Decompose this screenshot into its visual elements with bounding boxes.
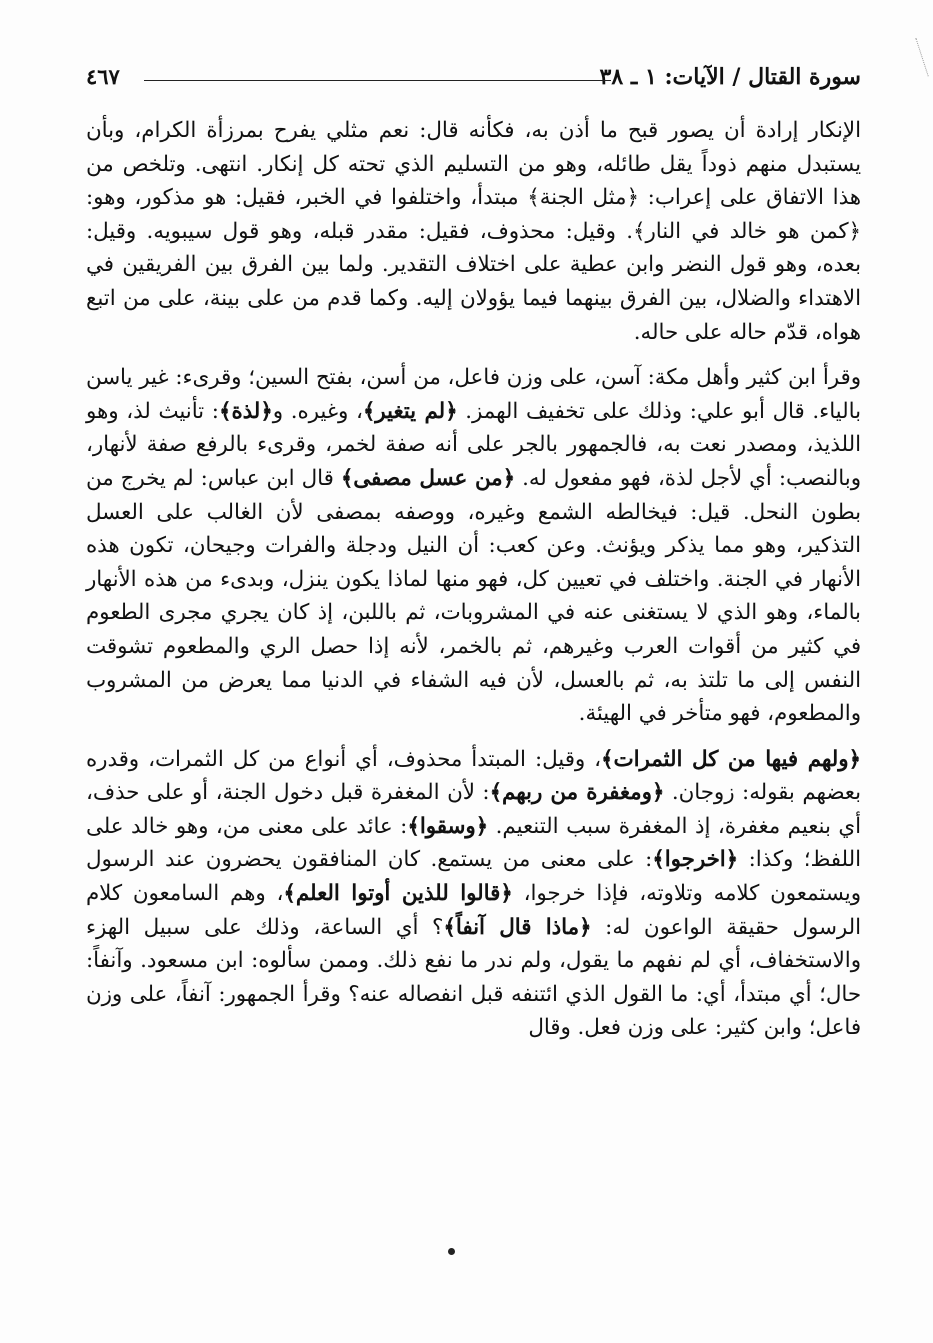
paragraph-2 (86, 361, 861, 731)
paragraph-3 (86, 743, 861, 1045)
paragraph-1 (86, 114, 861, 349)
text-segment: قال ابن عباس: لم يخرج من بطون النحل. قيل: فيخالطه الشمع وغيره، ووصفه بمصفى لأن الغالب على العسل التذكير، وهو مما يذكر ويؤنث. وعن كعب: أن النيل ودجلة والفرات وجيحان، تكون هذه الأنهار في الجنة. واختلف في تعيين كل، فهو منها لماذا يكون ينزل، وبدىء من هذه الأنهار بالماء، وهو الذي لا يستغنى عنه في المشروبات، ثم باللبن، إذ كان يجري مجرى الطعوم في كثير من أقوات العرب وغيرهم، ثم بالخمر، لأنه إذا حصل الري والمطعوم تشوقت النفس إلى ما تلتذ به، ثم بالعسل، لأن فيه الشفاء في الدنيا مما يعرض من المشروب والمطعوم، فهو متأخر في الهيئة. (86, 465, 861, 727)
text-segment: ، وقيل: المبتدأ محذوف، أي أنواع من كل الثمرات، وقدره بعضهم بقوله: زوجان. (86, 746, 861, 806)
quran-quote: ﴿كمن هو خالد في النار﴾ (632, 218, 861, 244)
quran-quote: ﴿مثل الجنة﴾ (527, 185, 639, 211)
quran-quote: ﴿قالوا للذين أوتوا العلم﴾ (283, 881, 513, 907)
quran-quote: ﴿ومغفرة من ربهم﴾ (489, 780, 665, 806)
page-dot (448, 1248, 455, 1255)
quran-quote: ﴿من عسل مصفى﴾ (340, 465, 516, 491)
body-text (86, 114, 861, 1045)
quran-quote: ﴿لذة﴾ (218, 398, 273, 424)
quran-quote: ﴿اخرجوا﴾ (652, 847, 739, 873)
running-header-title: سورة القتال / الآيات: ١ ـ ٣٨ (599, 64, 861, 90)
text-segment: : على معنى من يستمع. كان المنافقون يحضرون عند الرسول ويستمعون كلامه وتلاوته، فإذا خرجوا، (86, 847, 861, 907)
quran-quote: ﴿لم يتغير﴾ (362, 398, 458, 424)
page-number: ٤٦٧ (86, 64, 120, 89)
text-segment: : لأن المغفرة قبل دخول الجنة، أو على حذف، أي بنعيم مغفرة، إذ المغفرة سبب التنعيم. (86, 780, 861, 839)
quran-quote: ﴿وسقوا﴾ (407, 813, 489, 839)
quran-quote: ﴿ماذا قال آنفاً﴾ (443, 914, 592, 940)
text-segment: ، وهم السامعون كلام الرسول حقيقة الواعون له: (86, 881, 861, 940)
text-segment: الإنكار إرادة أن يصور قبح ما أذن به، فكأنه قال: نعم مثلي يفرح بمرزأة الكرام، وبأن يستبدل منهم ذوداً يقل طائله، وهو من التسليم الذي تحته كل إنكار. انتهى. وتلخص من هذا الاتفاق على إعراب: (86, 118, 861, 211)
running-header (86, 58, 861, 98)
text-segment: وقرأ ابن كثير وأهل مكة: آسن، على وزن فاعل، من أسن، بفتح السين؛ وقرىء: غير ياسن بالياء. قال أبو علي: وذلك على تخفيف الهمز. (86, 365, 862, 424)
text-segment: مبتدأ، واختلفوا في الخبر، فقيل: هو مذكور، وهو: (86, 185, 528, 211)
text-segment: : تأنيث لذ، وهو اللذيذ، ومصدر نعت به، فالجمهور بالجر على أنه صفة لخمر، وقرىء بالرفع صفة لأنهار، وبالنصب: أي لأجل لذة، فهو مفعول له. (86, 398, 862, 491)
header-rule (144, 80, 611, 81)
text-segment: ، وغيره. و (272, 398, 363, 424)
scan-margin-mark (898, 38, 928, 82)
text-segment: . وقيل: محذوف، فقيل: مقدر قبله، وهو قول سيبويه. وقيل: بعده، وهو قول النضر وابن عطية على اختلاف التقدير. ولما بين الفرق بين الفريقين في الاهتداء والضلال، بين الفرق بينهما فيما يؤولان إليه. وكما قدم من على بينة، على من اتبع هواه، قدّم حاله على حاله. (86, 218, 861, 345)
text-segment: : عائد على معنى من، وهو خالد على اللفظ؛ وكذا: (86, 813, 861, 873)
text-segment: ؟ أي الساعة، وذلك على سبيل الهزء والاستخفاف، أي لم نفهم ما يقول، ولم ندر ما نفع ذلك. وممن سألوه: ابن مسعود. وآنفاً: حال؛ أي مبتدأ، أي: ما القول الذي ائتنفه قبل انفصاله عنه؟ وقرأ الجمهور: آنفاً، على وزن فاعل؛ وابن كثير: على وزن فعل. وقال (86, 914, 861, 1041)
quran-quote: ﴿ولهم فيها من كل الثمرات﴾ (601, 746, 861, 772)
